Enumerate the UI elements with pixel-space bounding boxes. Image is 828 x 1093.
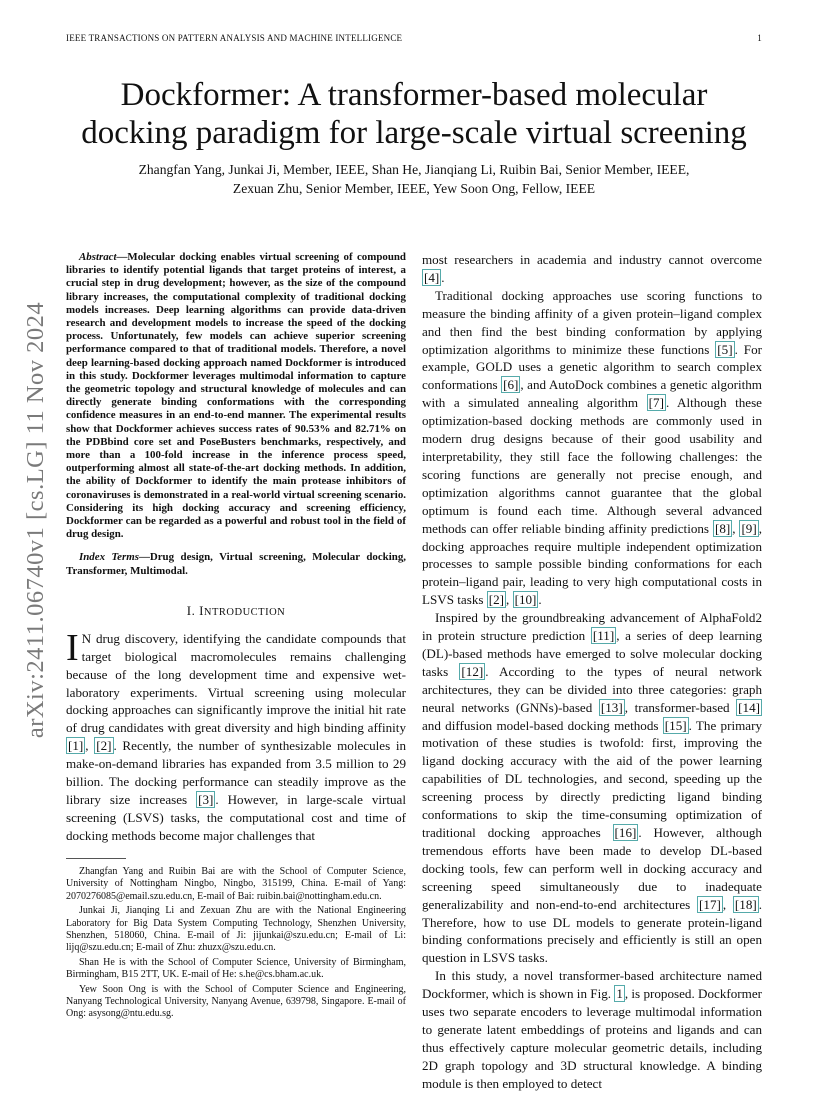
index-terms-label: Index Terms <box>79 551 139 564</box>
citation-link[interactable]: [8] <box>714 520 731 536</box>
journal-name: IEEE TRANSACTIONS ON PATTERN ANALYSIS AND MACHINE INTELLIGENCE <box>66 33 403 43</box>
abstract-label: Abstract <box>79 251 117 263</box>
running-header <box>66 33 762 47</box>
body-text: , <box>506 592 513 608</box>
index-terms <box>66 551 406 577</box>
left-column <box>66 251 406 845</box>
authors-line-2: Zexuan Zhu, Senior Member, IEEE, Yew Soon Ong, Fellow, IEEE <box>232 181 596 196</box>
paragraph-dl-docking <box>422 609 762 967</box>
paragraph-this-study <box>422 967 762 1092</box>
citation-link[interactable]: [17] <box>699 896 721 912</box>
citation-link[interactable]: [14] <box>738 699 760 715</box>
section-numeral: I. <box>186 602 200 618</box>
page-number: 1 <box>757 33 762 43</box>
body-text: . <box>441 269 445 285</box>
paper-title: Dockformer: A transformer-based molecular docking paradigm for large-scale virtual screening <box>81 77 747 151</box>
citation-link[interactable]: [18] <box>734 896 757 912</box>
body-text: . For example, GOLD uses a genetic algorithm to search complex conformations <box>422 341 762 393</box>
footnote: Junkai Ji, Jianqing Li and Zexuan Zhu are with the National Engineering Laboratory for Big Data System Computing Technology, Shenzhen University, Shenzhen, 518060, China. E-mail of Ji: jijunkai@szu.edu.cn; E-mail of Li: lijq@szu.edu.cn; E-mail of Zhu: zhuzx@szu.edu.cn. <box>66 905 406 954</box>
citation-link[interactable]: [1] <box>68 738 84 754</box>
citation-link[interactable]: [7] <box>648 395 664 411</box>
citation-link[interactable]: [2] <box>96 738 112 754</box>
body-text: , docking approaches require multiple independent optimization processes to sample possible binding conformations for each protein–ligand pair, leading to very high computational costs in LSVS tasks <box>422 520 762 608</box>
body-text: and diffusion model-based docking methods <box>422 717 663 733</box>
body-text: , a series of deep learning (DL)-based methods have emerged to solve molecular docking tasks <box>422 628 762 679</box>
section-title-cap: I <box>199 602 204 618</box>
body-text: . Therefore, how to use DL models to generate protein-ligand binding conformations precisely and efficiently is still an open question in LSVS tasks. <box>422 896 763 966</box>
citation-link[interactable]: [6] <box>503 377 519 393</box>
paragraph-traditional-docking <box>422 287 762 609</box>
section-title-rest: NTRODUCTION <box>203 606 286 618</box>
citation-link[interactable]: [16] <box>614 825 637 840</box>
citation-link[interactable]: [9] <box>741 520 757 536</box>
body-text: . However, although tremendous efforts have been made to develop DL-based docking tools, few can perform well in docking accuracy and screening speed simultaneously due to inadequate generalizability and non-end-to-end architectures <box>422 825 762 912</box>
body-text: , is proposed. Dockformer uses two separate encoders to leverage multimodal information to generate latent embeddings of proteins and ligands and can thus effectively capture molecular geometric details, including 2D graph topology and 3D structural knowledge. A binding module is then employed to detect <box>422 986 762 1091</box>
body-text: , <box>732 520 740 536</box>
section-heading-introduction <box>66 602 406 622</box>
footnote-rule <box>66 858 126 859</box>
body-text: . Although these optimization-based docking methods are commonly used in modern drug designs because of their good usability and interpretability, they still face the following challenges: the scoring functions are generally not precise enough, and optimization algorithms cannot guarantee that the global optimum is found each time. Although several advanced methods can offer reliable binding affinity predictions <box>422 395 762 536</box>
body-text: , transformer-based <box>624 699 737 715</box>
continued-paragraph <box>422 251 762 287</box>
author-list <box>66 160 762 198</box>
body-text: In this study, a novel transformer-based architecture named Dockformer, which is shown in Fig. <box>422 968 762 1002</box>
citation-link[interactable]: [3] <box>198 791 214 807</box>
intro-text: N drug discovery, identifying the candidate compounds that target biological macromolecules remains challenging because of the long development time and expensive wet-laboratory experiments. Virtual screening using molecular docking approaches can significantly improve the initial hit rate of drug candidates with great diversity and high binding affinity <box>66 630 406 736</box>
footnote: Yew Soon Ong is with the School of Computer Science and Engineering, Nanyang Technological University, Nanyang Avenue, 639798, Singapore. E-mail of Ong: asysong@ntu.edu.sg. <box>66 983 406 1020</box>
body-text: . According to the types of neural network architectures, they can be divided into three categories: graph neural networks (GNNs)-based <box>422 663 762 715</box>
intro-text: . Recently, the number of synthesizable molecules in make-on-demand libraries has expanded from 3.5 million to 29 billion. The docking performance can steadily improve as the library size increases <box>66 738 407 807</box>
affiliation-footnotes <box>66 866 406 1023</box>
intro-text: . However, in large-scale virtual screening (LSVS) tasks, the computational cost and time of docking methods become major challenges that <box>66 791 407 843</box>
citation-link[interactable]: [5] <box>717 341 733 357</box>
abstract <box>66 251 406 541</box>
citation-link[interactable]: [13] <box>600 699 623 715</box>
arxiv-stamp <box>16 280 56 760</box>
abstract-text: —Molecular docking enables virtual screening of compound libraries to identify potential ligands that target proteins of interest, a crucial step in drug development; however, as the size of the compound library increases, the computational complexity of traditional docking models increases. Deep learning algorithms can provide data-driven research and development models to increase the speed of the docking process. Unfortunately, few models can achieve superior screening performance compared to that of traditional models. Therefore, a novel deep learning-based docking approach named Dockformer is introduced in this study. Dockformer leverages multimodal information to capture the geometric topology and structural knowledge of molecules and can directly generate binding conformations with the corresponding confidence measures in an end-to-end manner. The experimental results show that Dockformer achieves success rates of 90.53% and 82.71% on the PDBbind core set and PoseBusters benchmarks, respectively, and more than a 100-fold increase in the inference process speed, outperforming almost all state-of-the-art docking methods. In addition, the ability of Dockformer to identify the main protease inhibitors of coronaviruses is demonstrated in a real-world virtual screening scenario. Considering its high docking accuracy and screening efficiency, Dockformer can be regarded as a powerful and robust tool in the field of drug design. <box>66 251 406 541</box>
body-text: Inspired by the groundbreaking advancement of AlphaFold2 in protein structure prediction <box>422 610 762 644</box>
intro-paragraph-1 <box>66 626 407 845</box>
citation-link[interactable]: [4] <box>424 269 440 285</box>
body-text: . <box>538 592 542 608</box>
citation-link[interactable]: [10] <box>514 592 537 608</box>
citation-link[interactable]: [15] <box>664 717 687 733</box>
figure-link[interactable]: 1 <box>616 986 623 1002</box>
drop-cap: I <box>66 626 79 669</box>
citation-link[interactable]: [11] <box>592 628 615 644</box>
citation-link[interactable]: [12] <box>461 663 484 679</box>
footnote: Zhangfan Yang and Ruibin Bai are with the School of Computer Science, University of Nottingham Ningbo, Ningbo, 315199, China. E-mail of Yang: 2070276085@email.szu.edu.cn, E-mail of Bai: ruibin.bai@nottingham.edu.cn. <box>66 866 406 902</box>
arxiv-stamp-text: arXiv:2411.06740v1 [cs.LG] 11 Nov 2024 <box>22 301 49 739</box>
intro-text: , <box>85 738 95 754</box>
authors-line-1: Zhangfan Yang, Junkai Ji, Member, IEEE, Shan He, Jianqiang Li, Ruibin Bai, Senior Member, IEEE, <box>138 162 690 177</box>
body-text: , <box>722 896 733 912</box>
footnote: Shan He is with the School of Computer Science, University of Birmingham, Birmingham, B15 2TT, UK. E-mail of He: s.he@cs.bham.ac.uk. <box>66 956 406 981</box>
body-text: Traditional docking approaches use scoring functions to measure the binding affinity of a given protein–ligand complex and then find the best binding conformation by applying optimization algorithms to minimize these functions <box>422 287 762 357</box>
right-column <box>422 251 762 1093</box>
body-text: most researchers in academia and industry cannot overcome <box>422 252 762 267</box>
body-text: . The primary motivation of these studies is twofold: first, improving the ligand docking accuracy with the aid of the power learning capabilities of DL technologies, and second, speeding up the screening process by directly predicting ligand binding conformations to skip the time-consuming optimization of traditional docking approaches <box>422 717 762 840</box>
body-text: , and AutoDock combines a genetic algorithm with a simulated annealing algorithm <box>422 377 762 411</box>
citation-link[interactable]: [2] <box>488 592 505 608</box>
index-terms-text: —Drug design, Virtual screening, Molecular docking, Transformer, Multimodal. <box>66 551 406 577</box>
